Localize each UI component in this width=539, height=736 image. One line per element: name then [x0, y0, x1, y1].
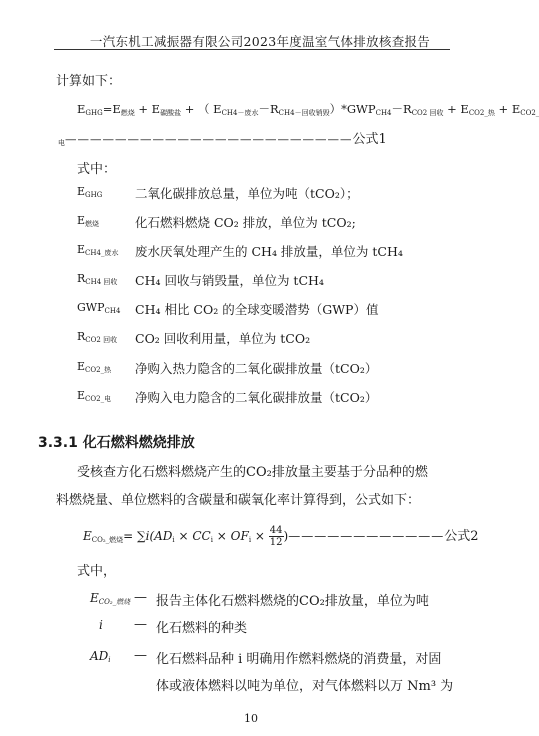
definition-symbol-main: R [77, 272, 86, 285]
symbol2-sub: CO₂_燃烧 [98, 598, 131, 606]
eq1-ghg-sub: GHG [85, 109, 103, 117]
symbol2-label [90, 591, 130, 607]
definition-text: CH₄ 回收与销毁量，单位为 tCH₄ [135, 273, 324, 288]
definition-text: CO₂ 回收利用量，单位为 tCO₂ [135, 331, 311, 346]
eq2-numerator: 44 [269, 525, 283, 536]
equation-1-line2 [58, 128, 387, 148]
symbol2-dash: — [134, 617, 147, 632]
definition-symbol-main: E [77, 214, 86, 227]
eq1-co2rec-sub: CO2 回收 [411, 109, 444, 117]
eq1-label: 公式1 [352, 132, 387, 147]
eq1-ch4rec-symbol: －R [258, 102, 279, 116]
definition-text: CH₄ 相比 CO₂ 的全球变暖潜势（GWP）值 [135, 302, 379, 317]
definition-symbol-sub: CH4 回收 [85, 278, 118, 286]
definition-symbol [77, 389, 111, 404]
definition-symbol [77, 243, 118, 258]
eq2-sub-i3: i [248, 536, 252, 544]
symbol2-sub: i [108, 656, 111, 664]
definition-symbol-main: E [77, 185, 86, 198]
eq2-dashes: ———————————— [288, 529, 445, 543]
eq2-close: ) [283, 529, 289, 543]
eq1-co2rec-symbol: －R [391, 102, 412, 116]
symbol2-text: 化石燃料品种 i 明确用作燃料燃烧的消费量，对固 [156, 652, 442, 667]
definition-symbol-main: R [77, 330, 86, 343]
eq1-fuel-symbol: =E [102, 102, 121, 116]
symbol2-text: 报告主体化石燃料燃烧的CO₂排放量，单位为吨 [156, 594, 429, 609]
section-para-line2: 料燃烧量、单位燃料的含碳量和碳氧化率计算得到，公式如下： [56, 493, 421, 508]
eq2-of: × OF [212, 529, 249, 543]
definition-symbol [77, 360, 111, 375]
calc-intro: 计算如下： [56, 74, 122, 89]
definition-symbol [77, 301, 120, 315]
definition-symbol-sub: GHG [85, 191, 103, 199]
symbol2-text: 化石燃料的种类 [156, 621, 248, 636]
eq1-ghg-symbol: E [77, 102, 86, 116]
definition-symbol-sub: 燃烧 [85, 220, 100, 228]
definition-text: 二氧化碳排放总量，单位为吨（tCO₂）； [135, 186, 359, 201]
eq2-sub-i2: i [210, 536, 213, 544]
eq2-sub-i1: i [172, 536, 175, 544]
eq1-ch4waste-sub: CH4－废水 [221, 109, 259, 117]
eq2-lhs-sub: CO₂_燃烧 [91, 536, 124, 544]
eq1-ch4waste-symbol: + （ E [184, 102, 222, 116]
page-number: 10 [244, 712, 258, 725]
definition-symbol-main: GWP [77, 301, 105, 314]
where-label-2: 式中， [77, 564, 117, 579]
eq2-denominator: 12 [269, 537, 283, 548]
symbol2-main: AD [90, 649, 109, 663]
definition-symbol-sub: CO2_电 [85, 395, 112, 403]
section-heading: 3.3.1 化石燃料燃烧排放 [38, 435, 195, 451]
eq1-elec-sub-cont: 电 [58, 139, 65, 147]
eq2-cc: × CC [174, 529, 211, 543]
header-divider [54, 49, 450, 50]
eq1-fuel-sub: 燃烧 [120, 109, 135, 117]
definition-text: 净购入热力隐含的二氧化碳排放量（tCO₂） [135, 361, 378, 376]
equation-1 [77, 101, 539, 118]
eq2-lhs: E [83, 529, 92, 543]
header-title: 一汽东机工减振器有限公司2023年度温室气体排放核查报告 [89, 34, 431, 49]
symbol2-main: E [90, 591, 99, 605]
definition-symbol-sub: CO2 回收 [85, 336, 118, 344]
symbol2-main: i [99, 618, 103, 632]
eq1-ch4rec-sub: CH4－回收销毁 [278, 109, 330, 117]
definition-symbol [77, 214, 99, 229]
eq2-label: 公式2 [444, 529, 479, 544]
equation-2 [83, 525, 478, 548]
definition-text: 废水厌氧处理产生的 CH₄ 排放量，单位为 tCH₄ [135, 244, 403, 259]
eq2-times: × [251, 529, 265, 543]
eq1-carbonate-sub: 碳酸盐 [160, 109, 182, 117]
definition-symbol-main: E [77, 360, 86, 373]
symbol2-label [99, 618, 103, 633]
eq1-elec-sub: CO2_ [520, 109, 539, 117]
symbol2-label [90, 649, 111, 664]
eq2-body: = ∑i(AD [123, 529, 173, 543]
eq2-fraction [269, 525, 284, 548]
eq1-heat-sub: CO2_热 [468, 109, 495, 117]
eq1-heat-symbol: + E [447, 102, 469, 116]
eq1-gwp-symbol: ）*GWP [329, 102, 376, 116]
eq1-elec-symbol: + E [498, 102, 521, 116]
definition-symbol [77, 185, 102, 199]
eq1-gwp-sub: CH4 [375, 109, 392, 117]
definition-text: 净购入电力隐含的二氧化碳排放量（tCO₂） [135, 390, 378, 405]
symbol2-dash: — [134, 648, 147, 663]
section-para-line1: 受核查方化石燃料燃烧产生的CO₂排放量主要基于分品种的燃 [77, 465, 428, 480]
definition-symbol-main: E [77, 243, 86, 256]
eq1-carbonate-symbol: + E [138, 102, 161, 116]
definition-symbol-main: E [77, 389, 86, 402]
definition-symbol-sub: CH4 [104, 307, 121, 315]
where-label-1: 式中： [77, 162, 117, 177]
symbol2-dash: — [134, 590, 147, 605]
definition-symbol [77, 272, 117, 287]
ad-continuation: 体或液体燃料以吨为单位，对气体燃料以万 Nm³ 为 [156, 679, 454, 694]
definition-symbol [77, 330, 117, 345]
definition-symbol-sub: CO2_热 [85, 366, 112, 374]
definition-text: 化石燃料燃烧 CO₂ 排放，单位为 tCO₂; [135, 215, 356, 230]
definition-symbol-sub: CH4_废水 [85, 249, 119, 257]
eq1-dashes: ——————————————————————— [65, 132, 353, 146]
